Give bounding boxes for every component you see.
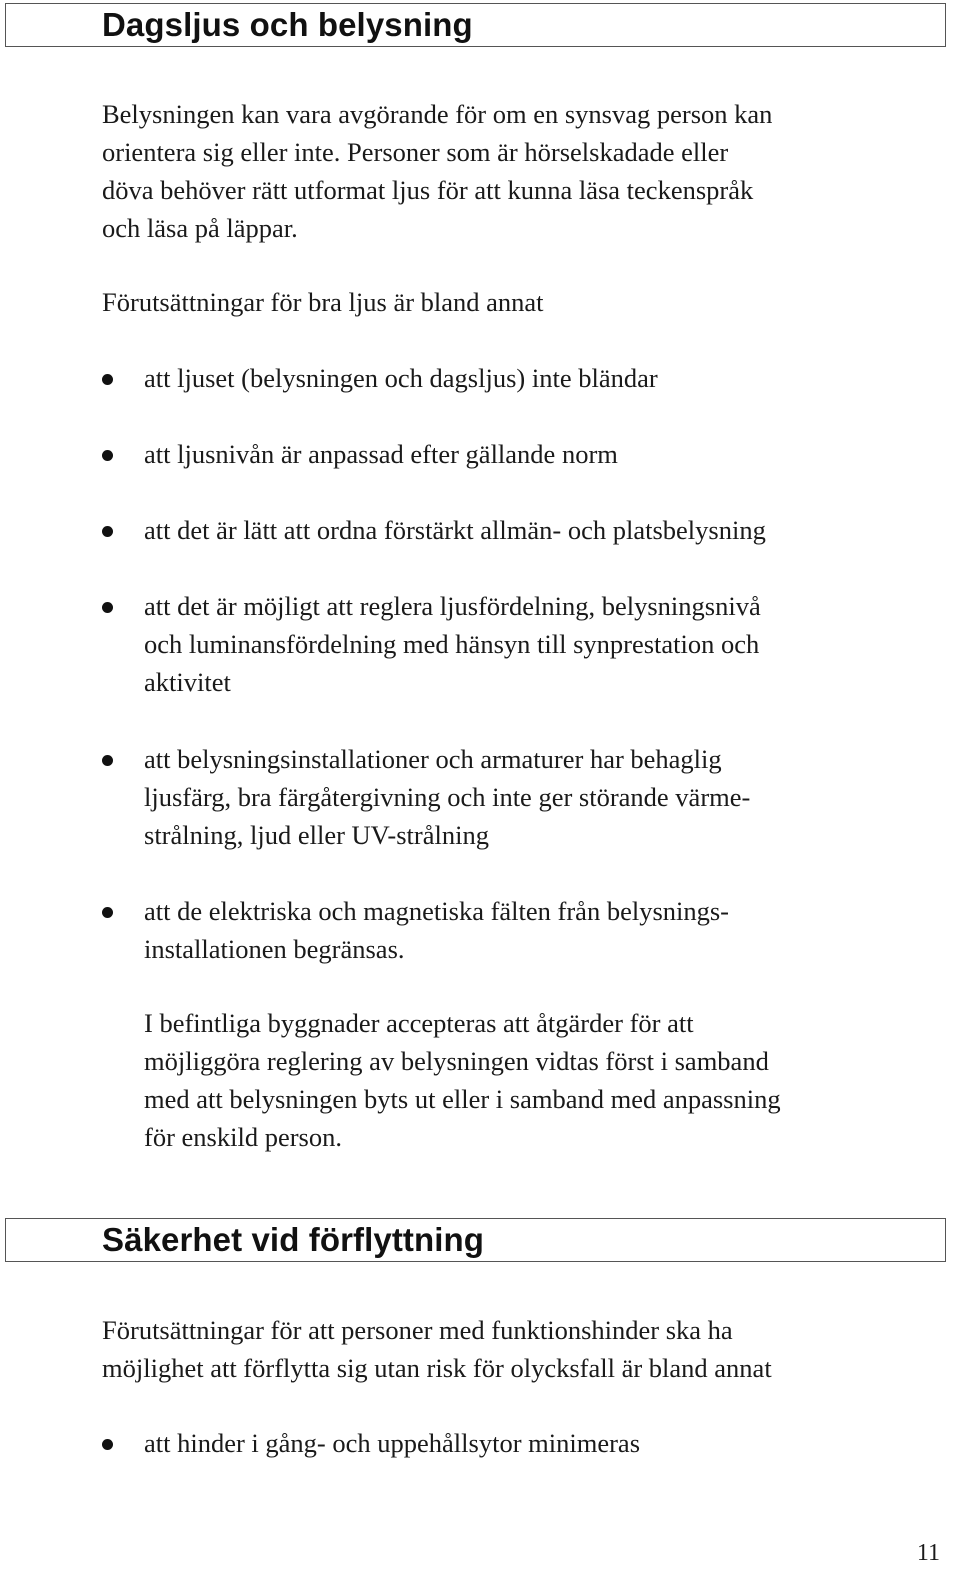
text-line: och läsa på läppar. (102, 213, 298, 243)
intro-paragraph (102, 1311, 772, 1387)
list-item-text (144, 359, 934, 397)
text-line: installationen begränsas. (144, 934, 405, 964)
text-line: att hinder i gång- och uppehållsytor minimeras (144, 1428, 641, 1458)
list-item-text (144, 892, 934, 968)
list-item-text (144, 1424, 934, 1462)
text-line: att de elektriska och magnetiska fälten från belysnings- (144, 896, 730, 926)
bullet-icon (102, 374, 113, 385)
text-line: att det är möjligt att reglera ljusfördelning, belysningsnivå (144, 591, 761, 621)
text-line: att belysningsinstallationer och armaturer har behaglig (144, 744, 722, 774)
page-number: 11 (916, 1540, 940, 1566)
text-line: Belysningen kan vara avgörande för om en synsvag person kan (102, 99, 773, 129)
bullet-icon (102, 526, 113, 537)
bullet-icon (102, 907, 113, 918)
text-line: aktivitet (144, 667, 231, 697)
list-item-text (144, 511, 934, 549)
text-line: möjlighet att förflytta sig utan risk för olycksfall är bland annat (102, 1353, 772, 1383)
list-item-text (144, 587, 934, 701)
text-line: för enskild person. (144, 1122, 342, 1152)
text-line: att ljusnivån är anpassad efter gällande norm (144, 439, 618, 469)
text-line: strålning, ljud eller UV-strålning (144, 820, 489, 850)
text-line: I befintliga byggnader accepteras att åtgärder för att (144, 1008, 694, 1038)
bullet-icon (102, 602, 113, 613)
bullet-icon (102, 755, 113, 766)
text-line: döva behöver rätt utformat ljus för att kunna läsa teckenspråk (102, 175, 754, 205)
section-heading-box (5, 3, 946, 47)
text-line: och luminansfördelning med hänsyn till synprestation och (144, 629, 760, 659)
prerequisites-paragraph: Förutsättningar för bra ljus är bland annat (102, 287, 544, 317)
text-line: Förutsättningar för att personer med funktionshinder ska ha (102, 1315, 733, 1345)
bullet-icon (102, 450, 113, 461)
text-line: att ljuset (belysningen och dagsljus) inte bländar (144, 363, 658, 393)
note-paragraph (144, 1004, 781, 1156)
list-item-text (144, 435, 934, 473)
bullet-icon (102, 1439, 113, 1450)
section-heading-box (5, 1218, 946, 1262)
text-line: att det är lätt att ordna förstärkt allmän- och platsbelysning (144, 515, 766, 545)
section-heading: Dagsljus och belysning (102, 6, 473, 43)
text-line: möjliggöra reglering av belysningen vidtas först i samband (144, 1046, 769, 1076)
section-heading: Säkerhet vid förflyttning (102, 1221, 485, 1258)
intro-paragraph (102, 95, 772, 247)
text-line: orientera sig eller inte. Personer som är hörselskadade eller (102, 137, 729, 167)
text-line: med att belysningen byts ut eller i samband med anpassning (144, 1084, 781, 1114)
text-line: ljusfärg, bra färgåtergivning och inte ger störande värme- (144, 782, 751, 812)
list-item-text (144, 740, 934, 854)
